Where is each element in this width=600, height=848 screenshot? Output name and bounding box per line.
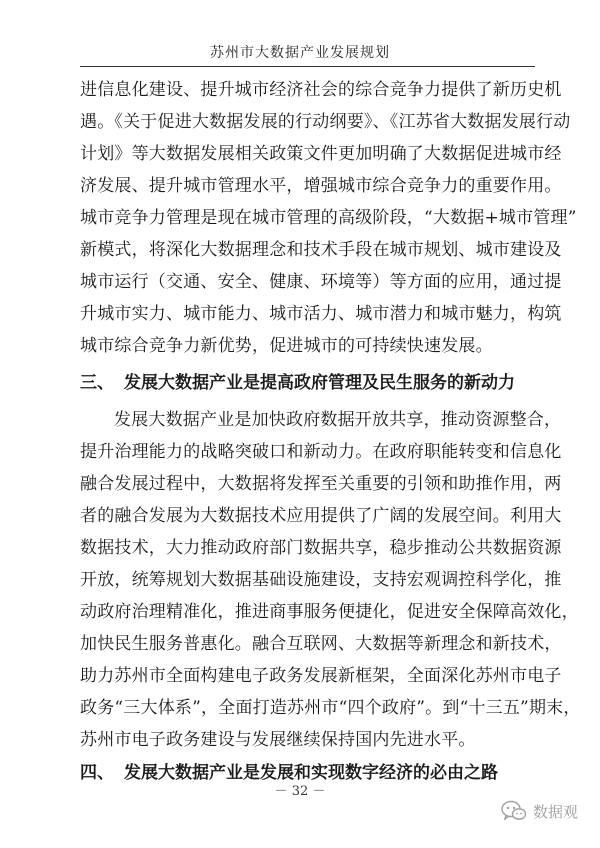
- text-line: 助力苏州市全面构建电子政务发展新框架，全面深化苏州市电子: [80, 666, 562, 686]
- text-line: 加快民生服务普惠化。融合互联网、大数据等新理念和新技术，: [80, 634, 562, 654]
- text-line: 发展大数据产业是加快政府数据开放共享，推动资源整合，: [114, 410, 562, 430]
- text-line: 提升治理能力的战略突破口和新动力。在政府职能转变和信息化: [80, 442, 562, 462]
- watermark-text: 数据观: [532, 802, 578, 821]
- text-line: 遇。《关于促进大数据发展的行动纲要》、《江苏省大数据发展行动: [80, 112, 571, 132]
- text-line: 者的融合发展为大数据技术应用提供了广阔的发展空间。利用大: [80, 506, 562, 526]
- page-number: － 32 －: [274, 784, 326, 799]
- text-line: 融合发展过程中，大数据将发挥至关重要的引领和助推作用，两: [80, 474, 562, 494]
- text-line: 新模式，将深化大数据理念和技术手段在城市规划、城市建设及: [80, 240, 562, 260]
- wechat-icon: [501, 800, 527, 822]
- section-number: 四、: [80, 763, 114, 783]
- text-line: 计划》等大数据发展相关政策文件更加明确了大数据促进城市经: [80, 144, 562, 164]
- text-line: 动政府治理精准化，推进商事服务便捷化，促进安全保障高效化，: [80, 602, 579, 622]
- text-line: 城市运行（交通、安全、健康、环境等）等方面的应用，通过提: [80, 272, 562, 292]
- section-title: 发展大数据产业是提高政府管理及民生服务的新动力: [124, 373, 515, 393]
- text-line: 苏州市电子政务建设与发展继续保持国内先进水平。: [80, 730, 476, 750]
- section-title: 发展大数据产业是发展和实现数字经济的必由之路: [124, 763, 498, 783]
- section-heading-3: [80, 368, 540, 398]
- text-line: 济发展、提升城市管理水平，增强城市综合竞争力的重要作用。: [80, 176, 562, 196]
- paragraph-2: [80, 404, 581, 756]
- text-line: 进信息化建设、提升城市经济社会的综合竞争力提供了新历史机: [80, 80, 562, 100]
- watermark: [501, 800, 578, 822]
- text-line: 升城市实力、城市能力、城市活力、城市潜力和城市魅力，构筑: [80, 304, 562, 324]
- text-line: 数据技术，大力推动政府部门数据共享，稳步推动公共数据资源: [80, 538, 562, 558]
- paragraph-1: [80, 74, 577, 362]
- text-line: 城市综合竞争力新优势，促进城市的可持续快速发展。: [80, 336, 493, 356]
- page-header-title: 苏州市大数据产业发展规划: [210, 45, 390, 61]
- header-divider: [80, 66, 535, 67]
- text-line: 城市竞争力管理是现在城市管理的高级阶段，“大数据+城市管理”: [80, 208, 577, 228]
- text-line: 开放，统筹规划大数据基础设施建设，支持宏观调控科学化，推: [80, 570, 562, 590]
- text-line: 政务“三大体系”，全面打造苏州市“四个政府”。到“十三五”期末，: [80, 698, 581, 718]
- section-number: 三、: [80, 373, 114, 393]
